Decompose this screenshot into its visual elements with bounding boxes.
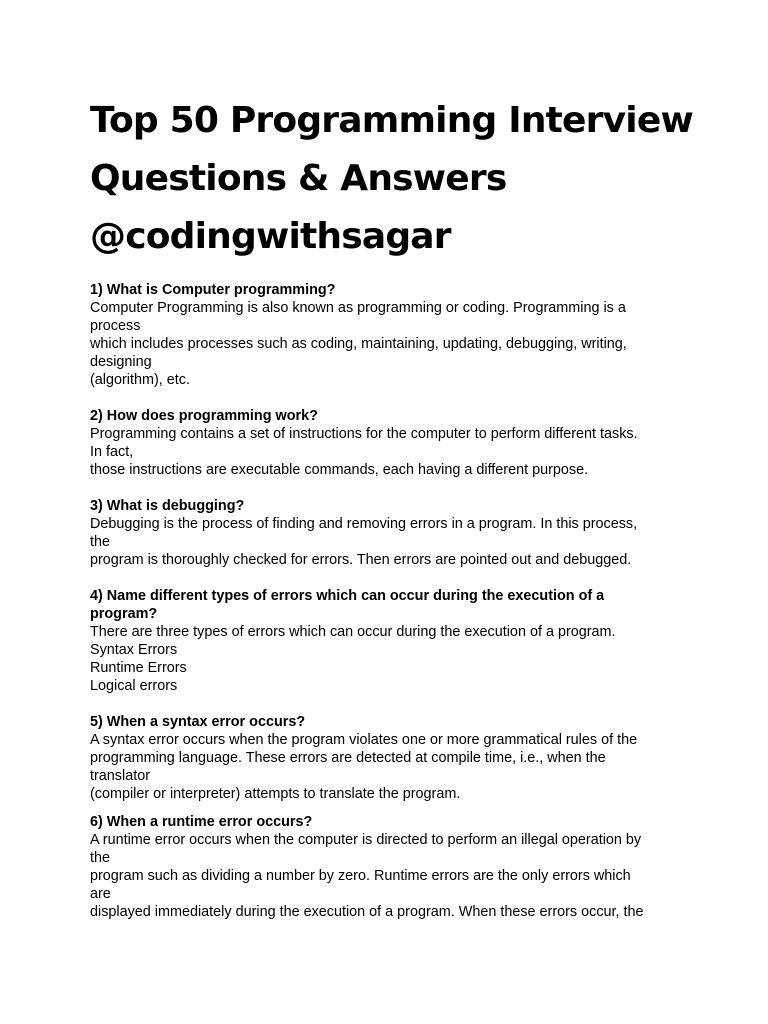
document-body [90, 281, 720, 921]
section-spacer [90, 695, 720, 713]
answer-line: (compiler or interpreter) attempts to translate the program. [90, 786, 461, 802]
answer-line: those instructions are executable commands, each having a different purpose. [90, 462, 589, 478]
answer-line: displayed immediately during the execution of a program. When these errors occur, the [90, 904, 644, 920]
answer-line: (algorithm), etc. [90, 372, 190, 388]
section-spacer [90, 569, 720, 587]
answer-line: the [90, 534, 111, 550]
answer-line: which includes processes such as coding, maintaining, updating, debugging, writing, [90, 336, 627, 352]
title-line: @codingwithsagar [90, 216, 451, 257]
answer-line: A syntax error occurs when the program violates one or more grammatical rules of the [90, 732, 638, 748]
section-spacer [90, 803, 720, 813]
answer-line: process [90, 318, 141, 334]
qa-section [90, 813, 720, 921]
answer-line: Programming contains a set of instructions for the computer to perform different tasks. [90, 426, 638, 442]
answer-line: Debugging is the process of finding and removing errors in a program. In this process, [90, 516, 638, 532]
question-heading: program? [90, 606, 158, 622]
answer-line: the [90, 850, 111, 866]
answer-line: translator [90, 768, 150, 784]
question-heading: 3) What is debugging? [90, 498, 245, 514]
title-line: Questions & Answers [90, 158, 507, 199]
answer-line: There are three types of errors which can occur during the execution of a program. [90, 624, 616, 640]
question-heading: 1) What is Computer programming? [90, 282, 336, 298]
title-line: Top 50 Programming Interview [90, 100, 693, 141]
answer-line: Computer Programming is also known as programming or coding. Programming is a [90, 300, 626, 316]
answer-line: programming language. These errors are detected at compile time, i.e., when the [90, 750, 606, 766]
qa-section [90, 587, 720, 695]
question-heading: 2) How does programming work? [90, 408, 318, 424]
qa-section [90, 713, 720, 803]
question-heading: 4) Name different types of errors which can occur during the execution of a [90, 588, 605, 604]
document-title [90, 92, 730, 266]
answer-line: designing [90, 354, 152, 370]
qa-section [90, 281, 720, 389]
answer-line: program such as dividing a number by zero. Runtime errors are the only errors which [90, 868, 631, 884]
qa-section [90, 407, 720, 479]
answer-line: Syntax Errors [90, 642, 178, 658]
answer-line: Runtime Errors [90, 660, 187, 676]
question-heading: 5) When a syntax error occurs? [90, 714, 306, 730]
answer-line: program is thoroughly checked for errors. Then errors are pointed out and debugged. [90, 552, 632, 568]
answer-line: A runtime error occurs when the computer is directed to perform an illegal operation by [90, 832, 642, 848]
answer-line: Logical errors [90, 678, 178, 694]
section-spacer [90, 389, 720, 407]
section-spacer [90, 479, 720, 497]
answer-line: In fact, [90, 444, 134, 460]
question-heading: 6) When a runtime error occurs? [90, 814, 313, 830]
answer-line: are [90, 886, 111, 902]
qa-section [90, 497, 720, 569]
